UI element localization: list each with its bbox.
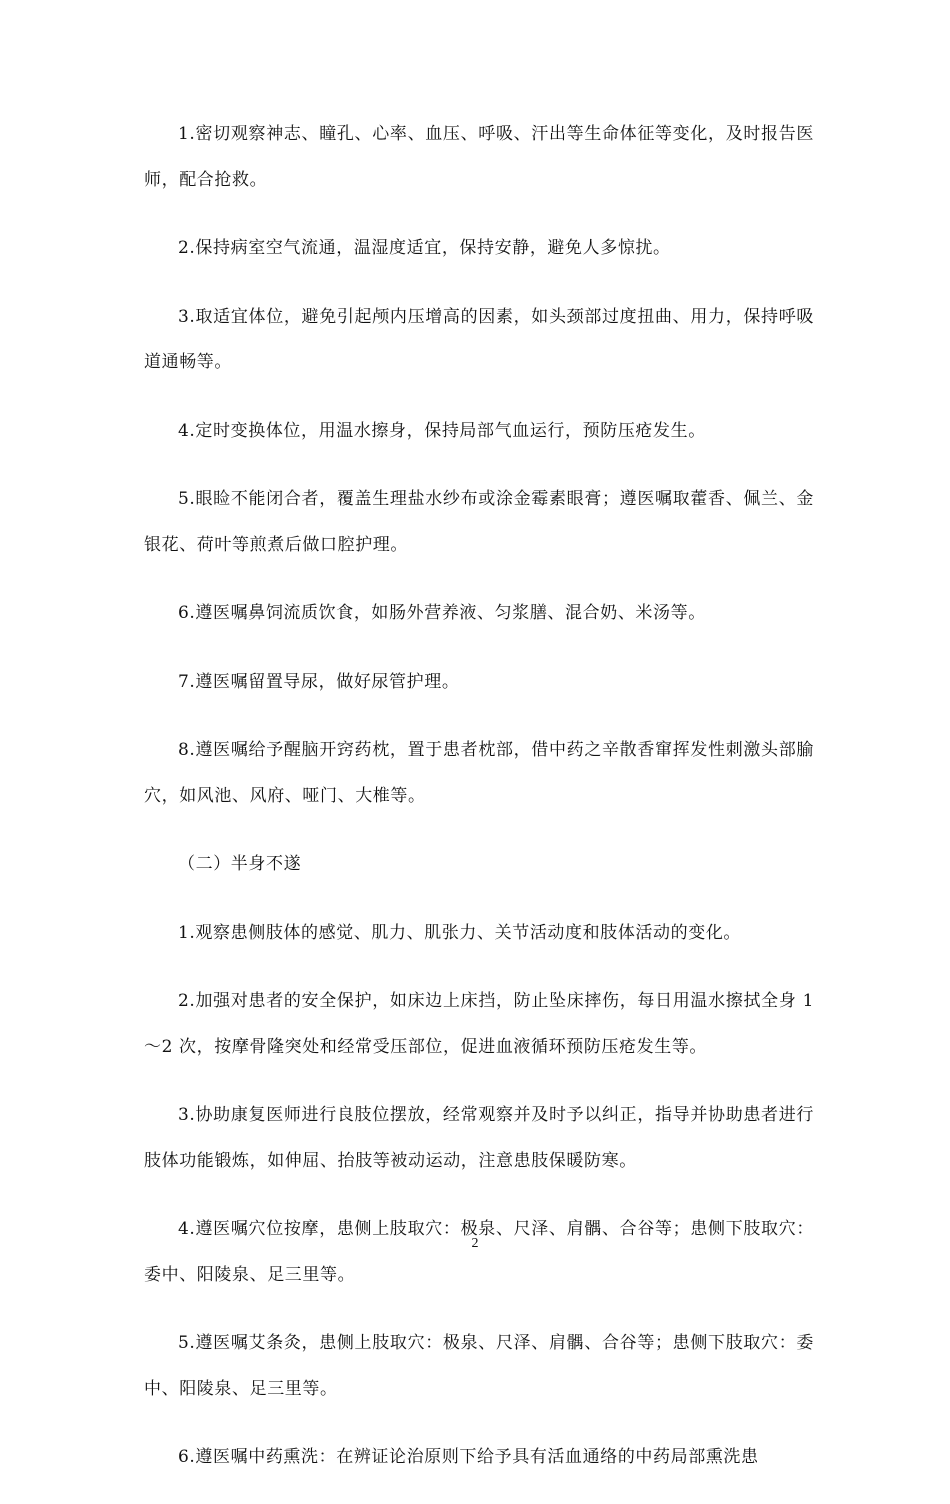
paragraph-item-2: 2.保持病室空气流通，温湿度适宜，保持安静，避免人多惊扰。 xyxy=(178,238,671,258)
section-paragraph-4: 4.遵医嘱穴位按摩，患侧上肢取穴：极泉、尺泽、肩髃、合谷等；患侧下肢取穴：委中、阳陵泉、足三里等。 xyxy=(144,1219,814,1285)
section-paragraph-2: 2.加强对患者的安全保护，如床边上床挡，防止坠床摔伤，每日用温水擦拭全身 1～2 次，按摩骨隆突处和经常受压部位，促进血液循环预防压疮发生等。 xyxy=(144,991,814,1057)
paragraph-item-8: 8.遵医嘱给予醒脑开窍药枕，置于患者枕部，借中药之辛散香窜挥发性刺激头部腧穴，如风池、风府、哑门、大椎等。 xyxy=(144,740,814,806)
section-paragraph-6: 6.遵医嘱中药熏洗：在辨证论治原则下给予具有活血通络的中药局部熏洗患 xyxy=(178,1447,759,1467)
page-number: 2 xyxy=(471,1236,479,1251)
paragraph-item-6: 6.遵医嘱鼻饲流质饮食，如肠外营养液、匀浆膳、混合奶、米汤等。 xyxy=(178,603,706,623)
paragraph-item-7: 7.遵医嘱留置导尿，做好尿管护理。 xyxy=(178,671,460,692)
section-paragraph-5: 5.遵医嘱艾条灸，患侧上肢取穴：极泉、尺泽、肩髃、合谷等；患侧下肢取穴：委中、阳陵泉、足三里等。 xyxy=(144,1333,814,1399)
paragraph-item-1: 1.密切观察神志、瞳孔、心率、血压、呼吸、汗出等生命体征等变化，及时报告医师，配合抢救。 xyxy=(144,124,814,190)
section-heading: （二）半身不遂 xyxy=(178,854,302,874)
paragraph-item-5: 5.眼睑不能闭合者，覆盖生理盐水纱布或涂金霉素眼膏；遵医嘱取藿香、佩兰、金银花、荷叶等煎煮后做口腔护理。 xyxy=(144,489,814,555)
section-paragraph-1: 1.观察患侧肢体的感觉、肌力、肌张力、关节活动度和肢体活动的变化。 xyxy=(178,922,742,943)
section-paragraph-3: 3.协助康复医师进行良肢位摆放，经常观察并及时予以纠正，指导并协助患者进行肢体功能锻炼，如伸屈、抬肢等被动运动，注意患肢保暖防寒。 xyxy=(144,1105,814,1171)
page-content xyxy=(144,112,814,1504)
paragraph-item-4: 4.定时变换体位，用温水擦身，保持局部气血运行，预防压疮发生。 xyxy=(178,420,706,441)
paragraph-item-3: 3.取适宜体位，避免引起颅内压增高的因素，如头颈部过度扭曲、用力，保持呼吸道通畅等。 xyxy=(144,306,814,372)
